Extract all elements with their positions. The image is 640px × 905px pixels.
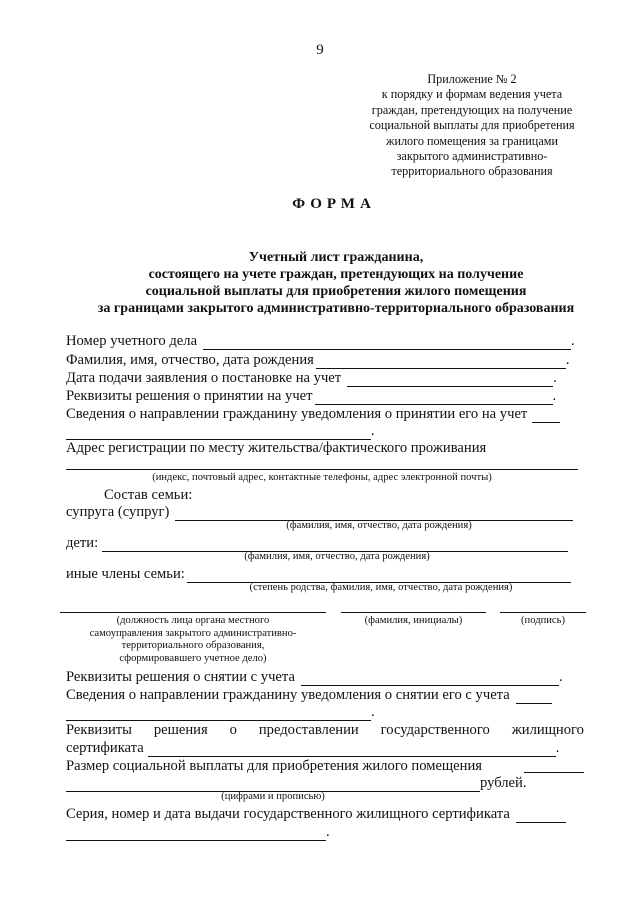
removal-decision-field[interactable]: [301, 672, 559, 686]
period: .: [326, 824, 330, 840]
removal-decision-label: Реквизиты решения о снятии с учета: [66, 669, 295, 685]
removal-notice-label: Сведения о направлении гражданину уведомления о снятии его с учета: [66, 687, 510, 703]
official-position-field[interactable]: [60, 612, 326, 613]
family-heading: Состав семьи:: [104, 487, 193, 503]
period: .: [558, 669, 563, 685]
payment-amount-label: Размер социальной выплаты для приобретения жилого помещения: [66, 758, 482, 774]
certificate-series-row: [66, 806, 566, 823]
other-members-row: [66, 566, 571, 583]
payment-amount-caption: (цифрами и прописью): [221, 791, 325, 802]
page-number: 9: [316, 42, 324, 58]
spouse-label: супруга (супруг): [66, 504, 170, 520]
certificate-decision-row: [66, 722, 584, 739]
full-name-field[interactable]: [316, 355, 566, 369]
document-title: [50, 249, 622, 317]
registration-decision-label: Реквизиты решения о принятии на учет: [66, 388, 313, 404]
official-signature-field[interactable]: [500, 612, 586, 613]
registration-notice-row: [66, 406, 560, 423]
caption-line: самоуправления закрытого административно-: [89, 627, 297, 639]
certificate-word: решения: [153, 722, 208, 738]
registration-decision-row: [66, 388, 556, 405]
other-members-caption: (степень родства, фамилия, имя, отчество, дата рождения): [249, 582, 513, 593]
certificate-decision-field[interactable]: [148, 743, 556, 757]
other-members-field[interactable]: [187, 569, 571, 583]
title-line: за границами закрытого административно-территориального образования: [97, 301, 575, 316]
appendix-header: [340, 72, 604, 180]
application-date-field[interactable]: [347, 373, 553, 387]
removal-notice-field-cont[interactable]: [66, 707, 371, 721]
application-date-label: Дата подачи заявления о постановке на учет: [66, 370, 342, 386]
payment-amount-cont-row: [66, 775, 527, 792]
account-number-label: Номер учетного дела: [66, 333, 198, 349]
certificate-word: государственного: [380, 722, 490, 738]
appendix-line: граждан, претендующих на получение: [371, 102, 573, 117]
period: .: [371, 704, 375, 720]
rubles-label: рублей.: [480, 775, 527, 791]
account-number-field[interactable]: [203, 336, 571, 350]
certificate-series-field-cont[interactable]: [66, 827, 326, 841]
registration-notice-field[interactable]: [532, 409, 560, 423]
registration-notice-cont-row: [66, 423, 375, 440]
full-name-row: [66, 352, 570, 369]
form-label: ФОРМА: [292, 196, 376, 212]
period: .: [565, 352, 570, 368]
address-row: [66, 440, 486, 457]
period: .: [552, 388, 557, 404]
appendix-line: закрытого административно-: [396, 149, 548, 164]
removal-notice-field[interactable]: [516, 690, 552, 704]
certificate-word: жилищного: [511, 722, 584, 738]
certificate-word: о: [229, 722, 237, 738]
official-signature-caption: (подпись): [521, 615, 565, 626]
period: .: [555, 740, 560, 756]
registration-notice-label: Сведения о направлении гражданину уведомления о принятии его на учет: [66, 406, 528, 422]
removal-notice-row: [66, 687, 552, 704]
caption-line: сформировавшего учетное дело): [119, 652, 267, 664]
children-label: дети:: [66, 535, 99, 551]
address-label: Адрес регистрации по месту жительства/фактического проживания: [66, 440, 487, 456]
payment-amount-row: [66, 758, 584, 775]
official-initials-field[interactable]: [341, 612, 486, 613]
registration-notice-field-cont[interactable]: [66, 426, 371, 440]
spouse-caption: (фамилия, имя, отчество, дата рождения): [286, 520, 472, 531]
official-position-caption: [60, 615, 326, 665]
removal-notice-cont-row: [66, 704, 375, 721]
application-date-row: [66, 370, 557, 387]
spouse-row: [66, 504, 573, 521]
certificate-word: предоставлении: [258, 722, 359, 738]
certificate-series-field[interactable]: [516, 809, 566, 823]
children-field[interactable]: [102, 538, 568, 552]
appendix-line: социальной выплаты для приобретения: [369, 118, 575, 133]
caption-line: территориального образования,: [121, 640, 265, 651]
other-members-label: иные члены семьи:: [66, 566, 185, 582]
official-initials-caption: (фамилия, инициалы): [364, 615, 463, 626]
appendix-line: жилого помещения за границами: [386, 133, 558, 148]
title-line: Учетный лист гражданина,: [248, 250, 424, 265]
children-row: [66, 535, 568, 552]
removal-decision-row: [66, 669, 563, 686]
period: .: [571, 333, 575, 349]
certificate-decision-cont-row: [66, 740, 559, 757]
address-caption: (индекс, почтовый адрес, контактные телефоны, адрес электронной почты): [152, 472, 492, 483]
registration-decision-field[interactable]: [315, 391, 553, 405]
appendix-line: территориального образования: [391, 164, 553, 179]
spouse-field[interactable]: [175, 507, 573, 521]
title-line: социальной выплаты для приобретения жилого помещения: [145, 284, 527, 299]
payment-amount-field[interactable]: [524, 758, 584, 773]
title-line: состоящего на учете граждан, претендующих на получение: [148, 267, 524, 282]
account-number-row: [66, 333, 575, 350]
appendix-line: Приложение № 2: [427, 72, 517, 86]
caption-line: (должность лица органа местного: [116, 615, 270, 626]
period: .: [553, 370, 557, 386]
children-caption: (фамилия, имя, отчество, дата рождения): [244, 551, 430, 562]
certificate-series-label: Серия, номер и дата выдачи государственного жилищного сертификата: [66, 806, 510, 822]
certificate-label: сертификата: [66, 740, 144, 756]
certificate-series-cont-row: [66, 824, 330, 841]
address-field[interactable]: [66, 469, 578, 470]
payment-amount-field-cont[interactable]: [66, 778, 480, 792]
family-heading-row: [104, 487, 192, 504]
period: .: [371, 423, 375, 439]
certificate-word: Реквизиты: [66, 722, 132, 738]
full-name-label: Фамилия, имя, отчество, дата рождения: [66, 352, 314, 368]
appendix-line: к порядку и формам ведения учета: [381, 87, 563, 102]
